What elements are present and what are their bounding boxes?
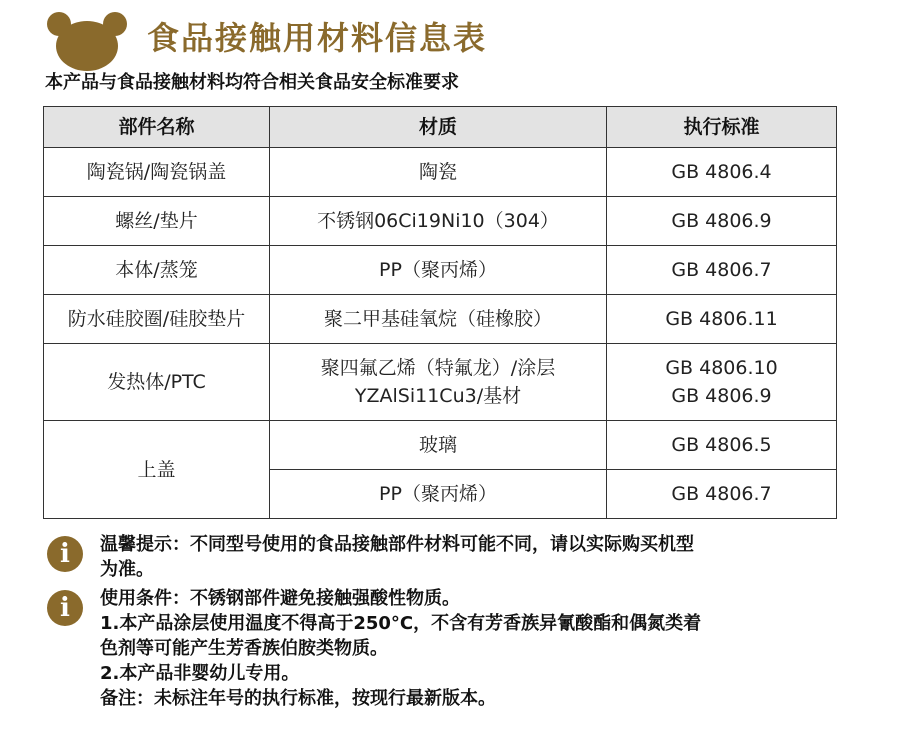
part-cell: 发热体/PTC — [44, 344, 270, 421]
condition-line: 备注：未标注年号的执行标准，按现行最新版本。 — [100, 688, 496, 709]
header-material: 材质 — [270, 107, 607, 148]
header-part-name: 部件名称 — [44, 107, 270, 148]
part-cell: 上盖 — [44, 421, 270, 519]
table-row — [44, 344, 837, 421]
part-cell: 防水硅胶圈/硅胶垫片 — [44, 295, 270, 344]
standard-line: GB 4806.10 — [665, 357, 778, 379]
tip-line: 温馨提示：不同型号使用的食品接触部件材料可能不同，请以实际购买机型 — [100, 534, 694, 555]
material-cell — [270, 344, 607, 421]
tip-notice — [47, 532, 847, 582]
table-row — [44, 197, 837, 246]
tip-line: 为准。 — [100, 559, 154, 580]
part-cell: 陶瓷锅/陶瓷锅盖 — [44, 148, 270, 197]
material-cell: 玻璃 — [270, 421, 607, 470]
page-subtitle: 本产品与食品接触材料均符合相关食品安全标准要求 — [45, 72, 459, 93]
tip-text — [100, 532, 694, 582]
condition-line: 使用条件：不锈钢部件避免接触强酸性物质。 — [100, 588, 460, 609]
material-line: 聚四氟乙烯（特氟龙）/涂层 — [320, 357, 556, 379]
info-icon: i — [47, 536, 83, 572]
condition-line: 2.本产品非婴幼儿专用。 — [100, 663, 300, 684]
material-cell: PP（聚丙烯） — [270, 470, 607, 519]
header-standard: 执行标准 — [607, 107, 837, 148]
standard-cell: GB 4806.4 — [607, 148, 837, 197]
table-row — [44, 295, 837, 344]
bear-head-logo — [45, 8, 129, 72]
material-cell: PP（聚丙烯） — [270, 246, 607, 295]
table-row — [44, 246, 837, 295]
condition-line: 1.本产品涂层使用温度不得高于250°C，不含有芳香族异氰酸酯和偶氮类着 — [100, 613, 702, 634]
table-row — [44, 421, 837, 470]
conditions-text — [100, 586, 701, 711]
info-icon: i — [47, 590, 83, 626]
condition-line: 色剂等可能产生芳香族伯胺类物质。 — [100, 638, 388, 659]
table-row — [44, 148, 837, 197]
standard-cell: GB 4806.7 — [607, 470, 837, 519]
standard-line: GB 4806.9 — [671, 385, 772, 407]
standard-cell: GB 4806.5 — [607, 421, 837, 470]
standard-cell: GB 4806.11 — [607, 295, 837, 344]
material-cell: 聚二甲基硅氧烷（硅橡胶） — [270, 295, 607, 344]
table-header-row — [44, 107, 837, 148]
standard-cell: GB 4806.7 — [607, 246, 837, 295]
material-cell: 陶瓷 — [270, 148, 607, 197]
part-cell: 本体/蒸笼 — [44, 246, 270, 295]
page-title: 食品接触用材料信息表 — [147, 19, 488, 57]
material-line: YZAlSi11Cu3/基材 — [354, 385, 522, 407]
usage-conditions-notice — [47, 586, 847, 711]
materials-table — [43, 106, 837, 519]
material-cell: 不锈钢06Ci19Ni10（304） — [270, 197, 607, 246]
part-cell: 螺丝/垫片 — [44, 197, 270, 246]
standard-cell: GB 4806.9 — [607, 197, 837, 246]
standard-cell — [607, 344, 837, 421]
